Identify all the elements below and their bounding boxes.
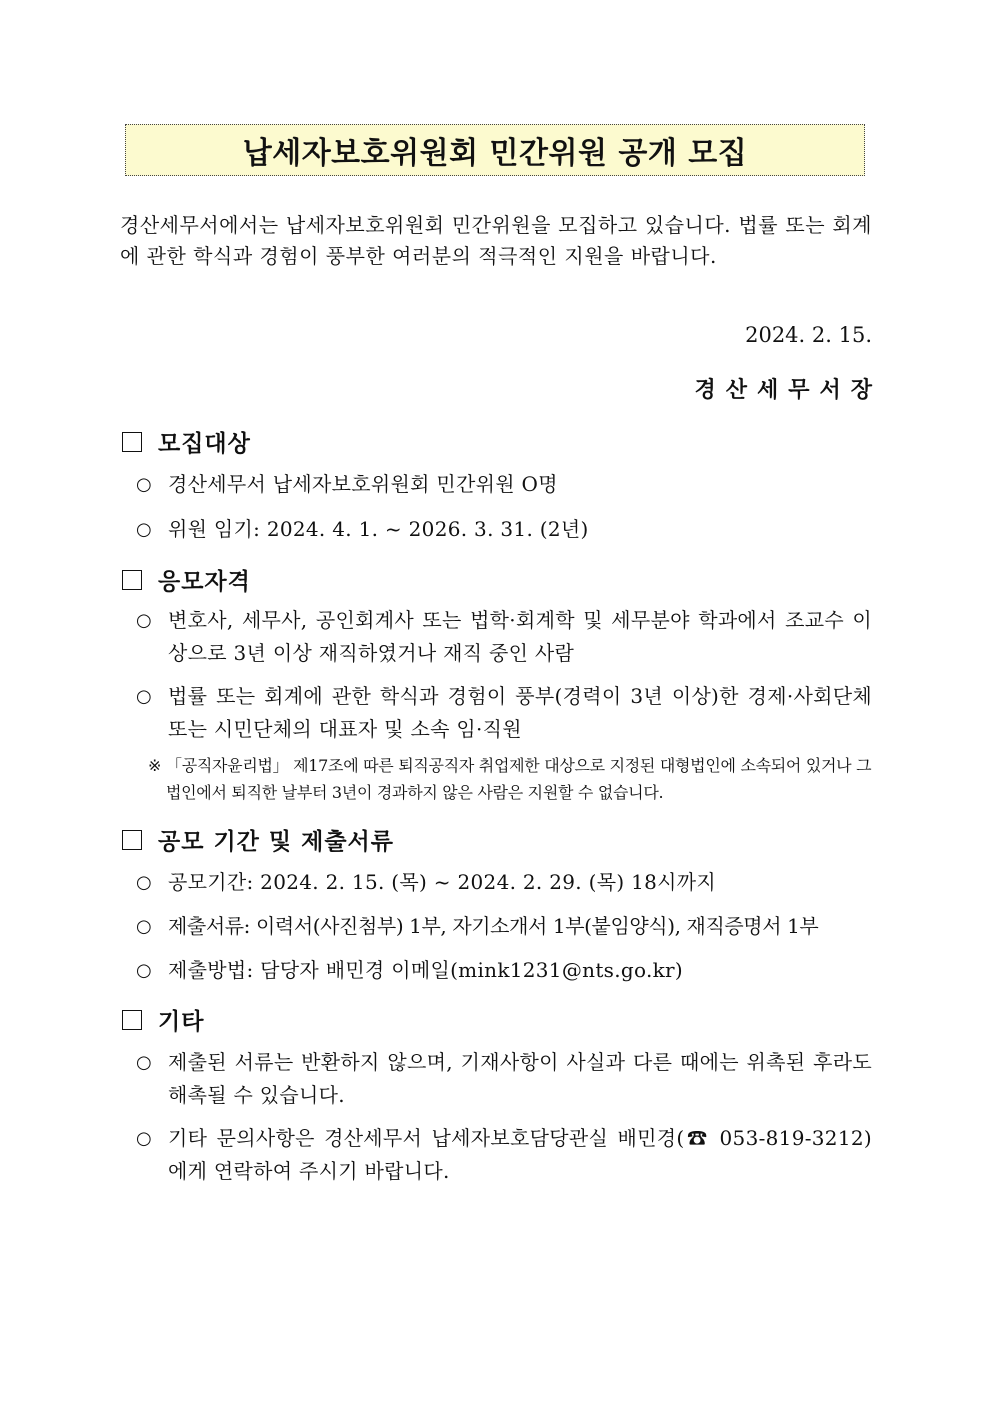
circle-bullet-icon: ○ <box>136 686 152 707</box>
circle-bullet-icon: ○ <box>136 474 152 495</box>
checkbox-icon <box>122 432 142 452</box>
circle-bullet-icon: ○ <box>136 960 152 981</box>
section-heading-period-documents <box>122 823 394 856</box>
section-heading-eligibility <box>122 563 251 596</box>
section-heading-recruitment-target <box>122 425 251 458</box>
list-item <box>136 513 872 546</box>
checkbox-icon <box>122 1010 142 1030</box>
circle-bullet-icon: ○ <box>136 916 152 937</box>
list-item-text: 제출방법: 담당자 배민경 이메일(mink1231@nts.go.kr) <box>168 958 684 982</box>
checkbox-icon <box>122 570 142 590</box>
note-mark: ※ <box>148 756 162 775</box>
list-item <box>136 680 872 746</box>
circle-bullet-icon: ○ <box>136 1052 152 1073</box>
list-item-text: 공모기간: 2024. 2. 15. (목) ~ 2024. 2. 29. (목) 18시까지 <box>168 870 716 894</box>
list-item <box>136 866 872 899</box>
list-item <box>136 954 872 987</box>
list-item <box>136 604 872 670</box>
list-item-text: 경산세무서 납세자보호위원회 민간위원 O명 <box>168 472 558 496</box>
circle-bullet-icon: ○ <box>136 872 152 893</box>
circle-bullet-icon: ○ <box>136 1128 152 1149</box>
section-heading-label: 모집대상 <box>158 431 251 457</box>
note-text: 「공직자윤리법」 제17조에 따른 퇴직공직자 취업제한 대상으로 지정된 대형법인에 소속되어 있거나 그 법인에서 퇴직한 날부터 3년이 경과하지 않은 사람은 지원할 수 없습니다. <box>166 756 872 802</box>
eligibility-note <box>148 752 872 806</box>
section-heading-label: 응모자격 <box>158 569 251 595</box>
list-item <box>136 1046 872 1112</box>
list-item-text: 제출된 서류는 반환하지 않으며, 기재사항이 사실과 다른 때에는 위촉된 후라도 해촉될 수 있습니다. <box>168 1050 872 1107</box>
list-item <box>136 468 872 501</box>
list-item-text: 제출서류: 이력서(사진첨부) 1부, 자기소개서 1부(붙임양식), 재직증명서 1부 <box>168 914 819 938</box>
page-title: 납세자보호위원회 민간위원 공개 모집 <box>242 136 748 171</box>
notice-date: 2024. 2. 15. <box>745 323 872 347</box>
section-heading-label: 기타 <box>158 1009 205 1035</box>
circle-bullet-icon: ○ <box>136 519 152 540</box>
checkbox-icon <box>122 830 142 850</box>
list-item-text: 위원 임기: 2024. 4. 1. ~ 2026. 3. 31. (2년) <box>168 517 589 541</box>
signer: 경산세무서장 <box>694 377 882 403</box>
section-heading-other <box>122 1003 204 1036</box>
circle-bullet-icon: ○ <box>136 610 152 631</box>
title-box <box>125 124 865 176</box>
list-item-text: 기타 문의사항은 경산세무서 납세자보호담당관실 배민경(☎ 053-819-3212)에게 연락하여 주시기 바랍니다. <box>168 1126 872 1183</box>
list-item-text: 변호사, 세무사, 공인회계사 또는 법학·회계학 및 세무분야 학과에서 조교수 이상으로 3년 이상 재직하였거나 재직 중인 사람 <box>168 608 872 665</box>
list-item-text: 법률 또는 회계에 관한 학식과 경험이 풍부(경력이 3년 이상)한 경제·사회단체 또는 시민단체의 대표자 및 소속 임·직원 <box>168 684 872 741</box>
section-heading-label: 공모 기간 및 제출서류 <box>158 829 394 855</box>
list-item <box>136 910 872 943</box>
list-item <box>136 1122 872 1188</box>
intro-paragraph: 경산세무서에서는 납세자보호위원회 민간위원을 모집하고 있습니다. 법률 또는 회계에 관한 학식과 경험이 풍부한 여러분의 적극적인 지원을 바랍니다. <box>120 213 872 268</box>
